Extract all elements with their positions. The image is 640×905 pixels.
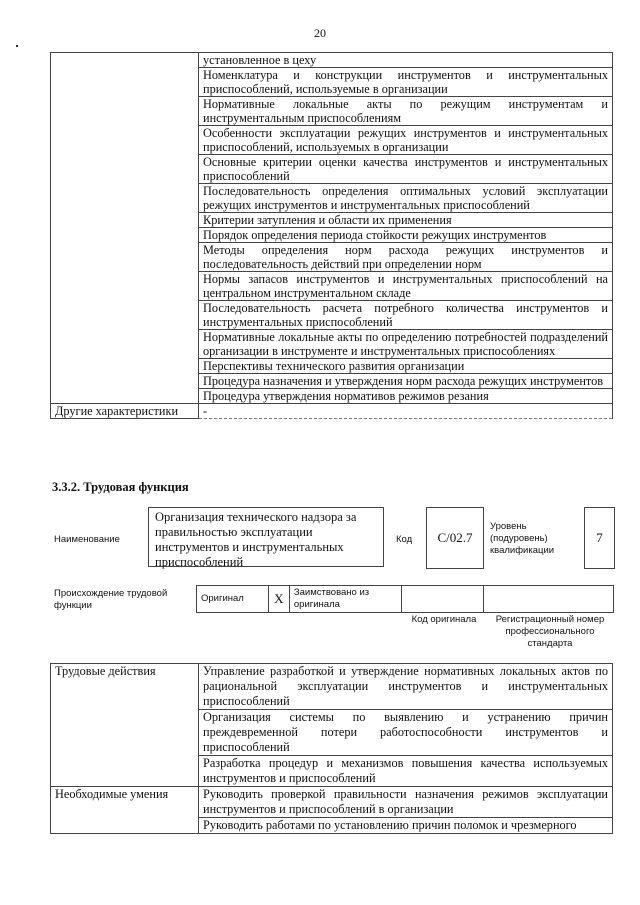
labor-action-item: Управление разработкой и утверждение нормативных локальных актов по рациональной эксплуатации инструментов и инструментальных приспособлений (199, 664, 613, 710)
borrowed-label: Заимствовано из оригинала (289, 586, 401, 613)
knowledge-item: Методы определения норм расхода режущих инструментов и последовательность действий при определении норм (199, 243, 613, 272)
knowledge-item: Нормативные локальные акты по определению потребностей подразделений организации в инструменте и инструментальных приспособлениях (199, 330, 613, 359)
labor-action-row (51, 664, 613, 710)
name-label: Наименование (54, 534, 120, 545)
level-box: 7 (584, 507, 615, 569)
required-skill-row (51, 787, 613, 818)
code-box: C/02.7 (426, 507, 484, 569)
labor-action-item: Разработка процедур и механизмов повышения качества используемых инструментов и приспособлений (199, 756, 613, 787)
origin-grid (196, 585, 614, 613)
original-mark: X (268, 586, 289, 613)
reg-number-caption: Регистрационный номер профессионального стандарта (495, 614, 605, 649)
other-characteristics-row (51, 404, 613, 419)
knowledge-item: Номенклатура и конструкции инструментов и инструментальных приспособлений, используемые в организации (199, 68, 613, 97)
origin-label: Происхождение трудовой функции (54, 588, 168, 611)
other-characteristics-label: Другие характеристики (51, 404, 199, 419)
knowledge-item: Особенности эксплуатации режущих инструментов и инструментальных приспособлений, используемых в организации (199, 126, 613, 155)
code-original-caption: Код оригинала (411, 614, 477, 625)
knowledge-item: Нормативные локальные акты по режущим инструментам и инструментальным приспособлениям (199, 97, 613, 126)
code-original-cell (401, 586, 483, 613)
section-title: 3.3.2. Трудовая функция (52, 480, 189, 494)
knowledge-row (51, 53, 613, 68)
level-label: Уровень (подуровень) квалификации (490, 521, 555, 556)
knowledge-item: Последовательность определения оптимальных условий эксплуатации режущих инструментов и инструментальных приспособлений (199, 184, 613, 213)
required-skill-item: Руководить проверкой правильности назначения режимов эксплуатации инструментов и приспособлений в организации (199, 787, 613, 818)
knowledge-item: Нормы запасов инструментов и инструментальных приспособлений на центральном инструментальном складе (199, 272, 613, 301)
function-details-table (50, 663, 613, 834)
reg-number-cell (483, 586, 613, 613)
margin-mark (16, 45, 18, 47)
knowledge-item: установленное в цеху (199, 53, 613, 68)
original-label: Оригинал (197, 586, 269, 613)
other-characteristics-value: - (199, 404, 613, 419)
knowledge-item: Порядок определения периода стойкости режущих инструментов (199, 228, 613, 243)
labor-action-item: Организация системы по выявлению и устранению причин преждевременной потери работоспособности инструментов и приспособлений (199, 710, 613, 756)
knowledge-item: Критерии затупления и области их применения (199, 213, 613, 228)
required-skill-label: Необходимые умения (51, 787, 199, 834)
knowledge-item: Перспективы технического развития организации (199, 359, 613, 374)
knowledge-item: Процедура назначения и утверждения норм расхода режущих инструментов (199, 374, 613, 389)
knowledge-label-cell (51, 53, 199, 404)
knowledge-item: Основные критерии оценки качества инструментов и инструментальных приспособлений (199, 155, 613, 184)
knowledge-item: Последовательность расчета потребного количества инструментов и инструментальных приспособлений (199, 301, 613, 330)
knowledge-item: Процедура утверждения нормативов режимов резания (199, 389, 613, 404)
code-label: Код (396, 534, 413, 545)
page-number: 20 (314, 26, 326, 40)
knowledge-table (50, 52, 613, 419)
labor-action-label: Трудовые действия (51, 664, 199, 787)
function-name-box: Организация технического надзора за правильностью эксплуатации инструментов и инструментальных приспособлений (148, 507, 384, 567)
required-skill-item: Руководить работами по установлению причин поломок и чрезмерного (199, 818, 613, 834)
